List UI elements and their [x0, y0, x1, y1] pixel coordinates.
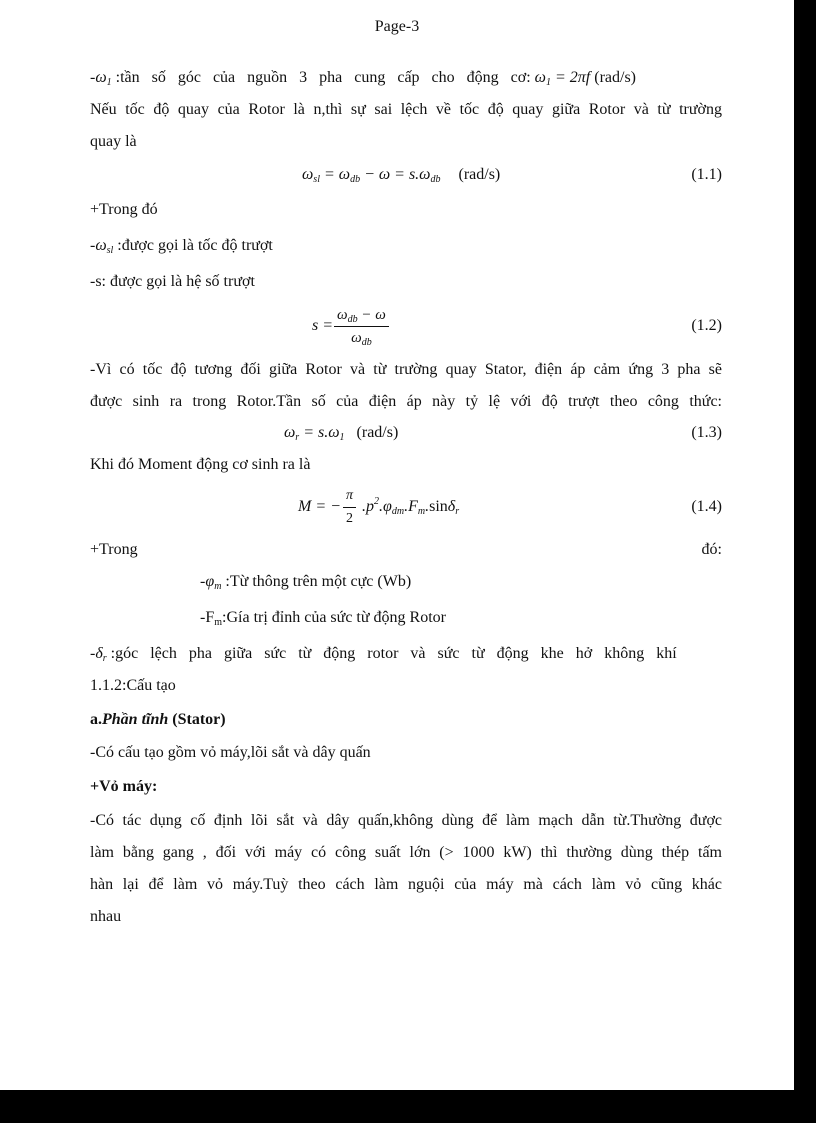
phi-definition: $-\varphi_m$ :Từ thông trên một cực (Wb): [200, 573, 412, 592]
scan-border-right: [794, 0, 816, 1123]
paragraph-slip-intro: Nếu tốc độ quay của Rotor là n,thì sự sai lệch về tốc độ quay giữa Rotor và từ trường: [90, 101, 722, 118]
trong-label-left: +Trong: [90, 541, 138, 558]
equation-number-1-1: (1.1): [691, 166, 722, 183]
vo-may-line-1: -Có tác dụng cố định lõi sắt và dây quấn,không dùng để làm mạch dẫn từ.Thường được: [90, 812, 722, 829]
equation-1-1: $\omega_{sl} = \omega_{db} - \omega = s.\omega_{db}$ (rad/s): [302, 166, 501, 185]
equation-1-2-lhs: s =: [312, 317, 334, 334]
omega1-definition: $-\omega_1$ :tần số góc của nguồn 3 pha cung cấp cho động cơ: $\omega_1 = 2\pi f$ (rad/s): [90, 69, 636, 88]
omega1-formula: $\omega_1 = 2\pi f$: [534, 69, 591, 88]
moment-intro: Khi đó Moment động cơ sinh ra là: [90, 456, 311, 473]
equation-1-4-lhs: M = −: [298, 498, 341, 515]
paragraph-slip-intro-cont: quay là: [90, 133, 137, 150]
page-number-header: Page-3: [374, 18, 420, 35]
stator-structure-text: -Có cấu tạo gồm vỏ máy,lõi sắt và dây quấn: [90, 744, 371, 761]
trong-do-label: +Trong đó: [90, 201, 158, 218]
paragraph-rotor-frequency-cont: được sinh ra trong Rotor.Tần số của điện áp này tỷ lệ với độ trượt theo công thức:: [90, 393, 722, 410]
vo-may-line-3: hàn lại để làm vỏ máy.Tuỳ theo cách làm nguội của máy mà cách làm vỏ cũng khác: [90, 876, 722, 893]
fm-definition: $-F_m:Gía$ trị đỉnh của sức từ động Rotor: [200, 609, 446, 628]
equation-number-1-3: (1.3): [691, 424, 722, 441]
equation-1-4-fraction: $\frac{\pi}{2}$: [343, 487, 356, 528]
delta-definition: $-\delta_r$ :góc lệch pha giữa sức từ động rotor và sức từ động khe hở không khí: [90, 645, 677, 664]
equation-number-1-4: (1.4): [691, 498, 722, 515]
paragraph-rotor-frequency: -Vì có tốc độ tương đối giữa Rotor và từ trường quay Stator, điện áp cảm ứng 3 pha sẽ: [90, 361, 722, 378]
s-definition: -s: được gọi là hệ số trượt: [90, 273, 255, 290]
vo-may-line-2: làm bằng gang , đối với máy có công suất lớn (> 1000 kW) thì thường dùng thép tấm: [90, 844, 722, 861]
omega-sl-definition: $-\omega_{sl}$ :được gọi là tốc độ trượt: [90, 237, 273, 256]
section-heading-stator: a.Phần tĩnh (Stator): [90, 711, 226, 728]
vo-may-line-4: nhau: [90, 908, 122, 925]
section-heading-1-1-2: 1.1.2:Cấu tạo: [90, 677, 176, 694]
scan-border-bottom: [0, 1090, 816, 1123]
trong-label-right: đó:: [701, 541, 722, 558]
equation-1-2-fraction: $\omega_{db} - \omega$ $\omega_{db}$: [334, 306, 389, 347]
equation-1-4-rhs: $.p^2.\varphi_{dm}.F_m.\sin\delta_r$: [362, 496, 460, 517]
equation-1-3: $\omega_r = s.\omega_1$ (rad/s): [284, 424, 399, 443]
equation-number-1-2: (1.2): [691, 317, 722, 334]
vo-may-heading: +Vỏ máy:: [90, 778, 158, 795]
